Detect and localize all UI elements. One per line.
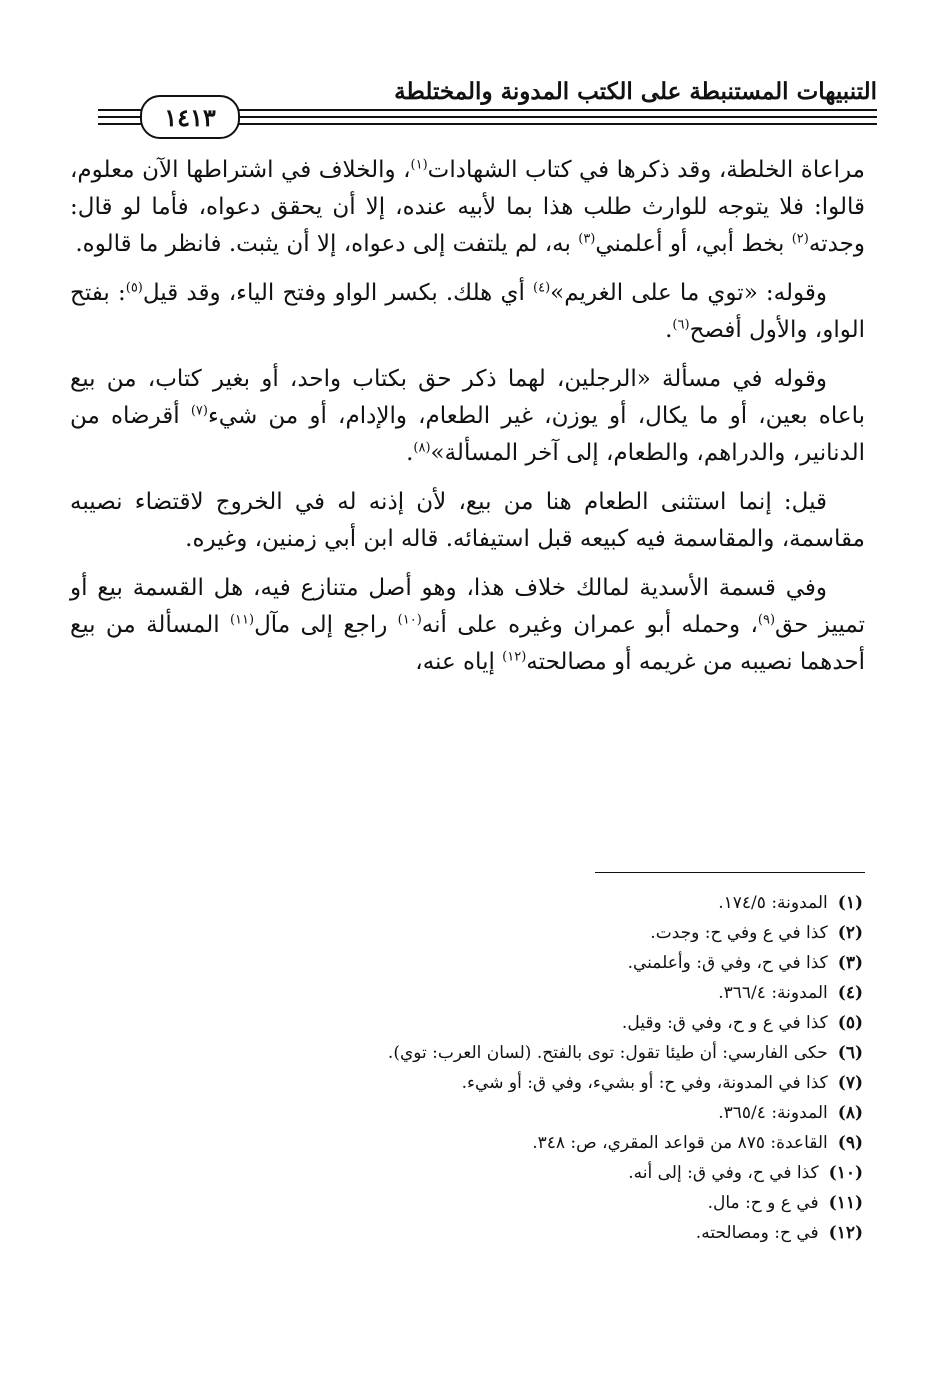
footnote xyxy=(120,1218,863,1248)
footnote-divider xyxy=(595,872,865,873)
text-run: قيل: إنما استثنى الطعام هنا من بيع، لأن إذنه له في الخروج لاقتضاء نصيبه مقاسمة، والمقاسمة فيه كبيعه قبل استيفائه. قاله ابن أبي زمنين، وغيره. xyxy=(70,489,865,552)
page-number-text: ١٤١٣ xyxy=(164,102,216,132)
text-run: : بفتح الواو، والأول أفصح xyxy=(70,280,865,343)
footnote-ref[interactable]: (٦) xyxy=(672,317,690,333)
paragraph xyxy=(70,570,865,681)
footnote-ref[interactable]: (١٢) xyxy=(502,649,527,665)
footnote-ref[interactable]: (٤) xyxy=(533,280,551,296)
text-run: المسألة من بيع أحدهما نصيبه من غريمه أو مصالحته xyxy=(70,612,865,675)
footnote-text: كذا في ح، وفي ق: إلى أنه. xyxy=(628,1163,819,1183)
footnote-number: (١) xyxy=(837,893,863,913)
footnote-number: (١٢) xyxy=(828,1223,863,1243)
text-run: إياه عنه، xyxy=(415,649,503,675)
footnote xyxy=(120,1188,863,1218)
footnote-number: (٣) xyxy=(837,953,863,973)
footnote xyxy=(120,1038,863,1068)
footnote-text: في ع و ح: مال. xyxy=(707,1193,819,1213)
paragraph xyxy=(70,275,865,349)
footnote-number: (٤) xyxy=(837,983,863,1003)
footnote-text: كذا في ح، وفي ق: وأعلمني. xyxy=(627,953,828,973)
footnote-text: في ح: ومصالحته. xyxy=(695,1223,819,1243)
running-title: التنبيهات المستنبطة على الكتب المدونة والمختلطة xyxy=(394,78,877,105)
footnote xyxy=(120,1158,863,1188)
footnote-number: (٥) xyxy=(837,1013,863,1033)
text-run: راجع إلى مآل xyxy=(254,612,398,638)
footnote-text: كذا في المدونة، وفي ح: أو بشيء، وفي ق: أو شيء. xyxy=(461,1073,828,1093)
footnote-text: المدونة: ٣٦٥/٤. xyxy=(718,1103,828,1123)
footnote-ref[interactable]: (٢) xyxy=(791,231,809,247)
footnote-number: (٨) xyxy=(837,1103,863,1123)
footnote xyxy=(120,978,863,1008)
footnote-text: كذا في ع وفي ح: وجدت. xyxy=(650,923,828,943)
paragraph xyxy=(70,484,865,558)
footnote-ref[interactable]: (١١) xyxy=(229,612,255,628)
footnote-ref[interactable]: (٣) xyxy=(578,231,596,247)
text-run: وفي قسمة الأسدية لمالك خلاف هذا، وهو أصل متنازع فيه، هل القسمة بيع أو تمييز حق xyxy=(70,575,866,638)
paragraph xyxy=(70,152,865,263)
text-run: أي هلك. بكسر الواو وفتح الياء، وقد قيل xyxy=(142,280,534,306)
text-run: . xyxy=(665,317,673,343)
footnote xyxy=(120,1128,863,1158)
text-run: وقوله: «توي ما على الغريم» xyxy=(550,280,827,306)
footnotes-list xyxy=(120,888,863,1248)
page-number xyxy=(140,95,240,139)
footnote-number: (٦) xyxy=(837,1043,863,1063)
paragraph xyxy=(70,361,865,472)
footnote-text: المدونة: ١٧٤/٥. xyxy=(718,893,828,913)
text-run: بخط أبي، أو أعلمني xyxy=(595,231,792,257)
footnote-text: كذا في ع و ح، وفي ق: وقيل. xyxy=(621,1013,828,1033)
footnote-ref[interactable]: (١٠) xyxy=(397,612,422,628)
footnote-number: (١١) xyxy=(828,1193,863,1213)
footnote-text: حكى الفارسي: أن طيئا تقول: توى بالفتح. (لسان العرب: توي). xyxy=(387,1043,828,1063)
footnote-ref[interactable]: (٩) xyxy=(757,612,776,628)
footnote xyxy=(120,1098,863,1128)
text-run: أقرضاه من الدنانير، والدراهم، والطعام، إلى آخر المسألة» xyxy=(70,403,865,466)
footnote-number: (٧) xyxy=(837,1073,863,1093)
footnote xyxy=(120,1008,863,1038)
footnote-text: المدونة: ٣٦٦/٤. xyxy=(718,983,828,1003)
footnote-number: (٩) xyxy=(837,1133,863,1153)
text-run: ، والخلاف في اشتراطها الآن معلوم، قالوا: فلا يتوجه للوارث طلب هذا بما لأبيه عنده، إلا أن يحقق دعواه، فأما لو قال: وجدته xyxy=(70,157,865,257)
footnote-text: القاعدة: ٨٧٥ من قواعد المقري، ص: ٣٤٨. xyxy=(532,1133,828,1153)
footnote xyxy=(120,888,863,918)
text-run: ، وحمله أبو عمران وغيره على أنه xyxy=(421,612,758,638)
footnote xyxy=(120,1068,863,1098)
body-text xyxy=(70,152,865,693)
text-run: وقوله في مسألة «الرجلين، لهما ذكر حق بكتاب واحد، أو بغير كتاب، من بيع باعاه بعين، أو ما يكال، أو يوزن، غير الطعام، والإدام، أو من شيء xyxy=(70,366,865,429)
footnote-ref[interactable]: (٨) xyxy=(413,440,431,456)
footnote xyxy=(120,918,863,948)
text-run: به، لم يلتفت إلى دعواه، إلا أن يثبت. فانظر ما قالوه. xyxy=(75,231,579,257)
footnote xyxy=(120,948,863,978)
footnote-ref[interactable]: (٧) xyxy=(190,403,208,419)
footnote-number: (١٠) xyxy=(828,1163,863,1183)
text-run: مراعاة الخلطة، وقد ذكرها في كتاب الشهادات xyxy=(427,157,865,183)
footnote-ref[interactable]: (١) xyxy=(410,157,428,173)
footnote-ref[interactable]: (٥) xyxy=(125,280,143,296)
footnote-number: (٢) xyxy=(837,923,863,943)
text-run: . xyxy=(406,440,414,466)
